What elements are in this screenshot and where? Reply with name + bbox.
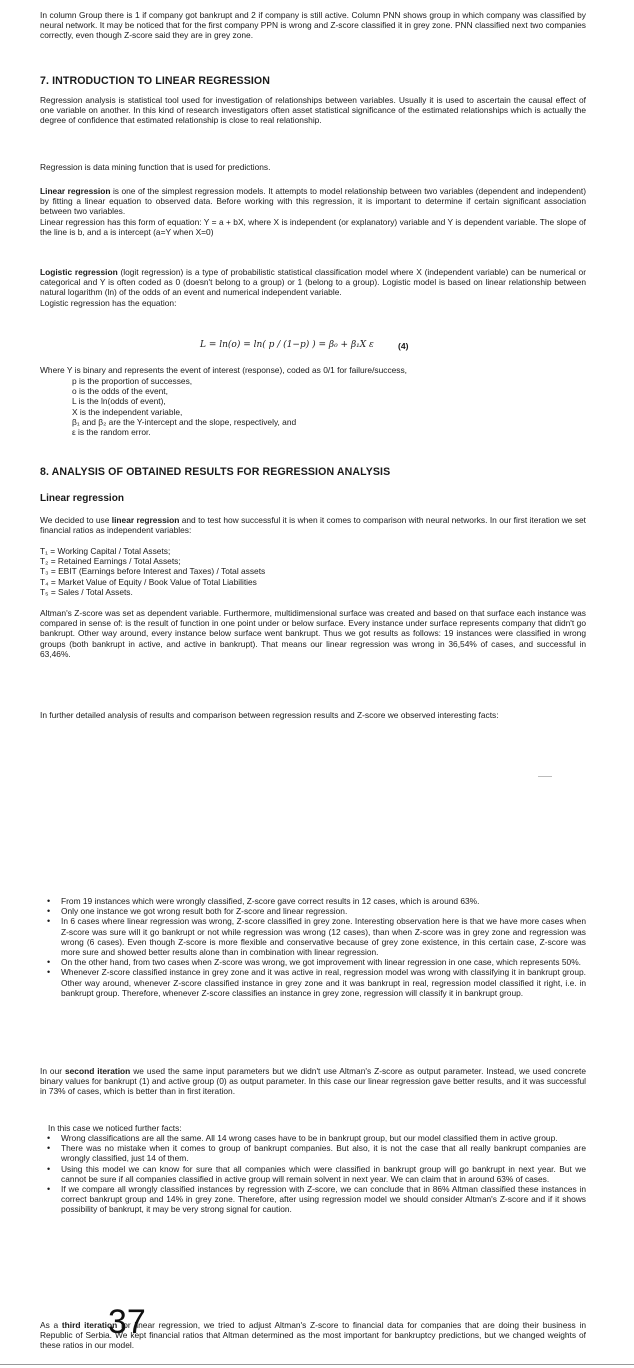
ratio-item: T₁ = Working Capital / Total Assets; xyxy=(40,546,171,556)
where-line: Where Y is binary and represents the event of interest (response), coded as 0/1 for failure/success, xyxy=(40,365,407,375)
variable-definitions xyxy=(40,376,618,437)
list-item: • Wrong classifications are all the same. All 14 wrong cases have to be in bankrupt group, but our model classified them in active group. xyxy=(61,1133,586,1143)
list-item: • Whenever Z-score classified instance in grey zone and it was active in real, regression model was wrong with classifying it in bankrupt group. Other way around, whenever Z-score classified instance in grey zone and it was bankrupt in real, regression model classified it right, i.e. in bankrupt group. Therefore, whenever Z-score classifies an instance in grey zone, regression will classify it in bankrupt group. xyxy=(61,967,586,998)
definition-item: ε is the random error. xyxy=(72,427,151,438)
ratio-item: T₄ = Market Value of Equity / Book Value of Total Liabilities xyxy=(40,576,257,587)
scan-artifact-line xyxy=(538,776,552,777)
section-7-paragraph-2: Regression is data mining function that is used for predictions. xyxy=(40,162,271,172)
logistic-regression-paragraph: Logistic regression (logit regression) is a type of probabilistic statistical classification model where X (independent variable) can be numerical or categorical and Y is often coded as 0 (doesn't belong to a group) or 1 (belong to a group). Logistic model is based on linear relationship between natural logarithm (ln) of the odds of an event and numerical independent variable. Logistic regression has the equation: xyxy=(40,267,586,308)
findings-list-2 xyxy=(40,1133,586,1215)
section-8-heading: 8. ANALYSIS OF OBTAINED RESULTS FOR REGRESSION ANALYSIS xyxy=(40,466,391,478)
list-item: • In 6 cases where linear regression was wrong, Z-score classified in grey zone. Interesting observation here is that we have more cases when Z-score was sure will it go bankrupt or not while regression was wrong (12 cases), than when Z-score was in grey zone and regression was wrong (6 cases). Even though Z-score is more flexible and conservative because of grey zone existence, in this certain case, Z-score was more sure and showed better results alone than in combination with linear regression. xyxy=(61,916,586,957)
definition-item: o is the odds of the event, xyxy=(72,386,168,397)
logit-equation: L = ln(o) = ln( p / (1−p) ) = β₀ + β₁X ε xyxy=(200,340,374,350)
list-item: • If we compare all wrongly classified instances by regression with Z-score, we can conclude that in 86% Altman classified these instances in correct bankrupt group and 14% in grey zone. Therefore, after using regression model we should consider Altman's Z-score and if it shows possibility of bankrupt, it may be very strong signal for caution. xyxy=(61,1184,586,1215)
section-8-paragraph-5: In this case we noticed further facts: xyxy=(48,1123,182,1133)
definition-item: p is the proportion of successes, xyxy=(72,376,193,386)
term-logistic-regression: Logistic regression xyxy=(40,267,118,277)
list-item: • Only one instance we got wrong result both for Z-score and linear regression. xyxy=(61,906,586,916)
definition-item: β₁ and β₂ are the Y-intercept and the slope, respectively, and xyxy=(72,416,297,427)
list-item: • From 19 instances which were wrongly classified, Z-score gave correct results in 12 cases, which is around 63%. xyxy=(61,896,586,906)
section-8-paragraph-3: In further detailed analysis of results and comparison between regression results and Z-score we observed interesting facts: xyxy=(40,710,499,720)
list-item: • Using this model we can know for sure that all companies which were classified in bankrupt group will go bankrupt in next year. But we cannot be sure if all companies classified in active group will remain solvent in next year. We can claim that in around 63% of cases. xyxy=(61,1164,586,1184)
page-bottom-rule xyxy=(0,1364,634,1365)
term-linear-regression: Linear regression xyxy=(40,186,111,196)
ratio-item: T₃ = EBIT (Earnings before Interest and Taxes) / Total assets xyxy=(40,566,266,577)
page-number: 37 xyxy=(108,1303,146,1341)
section-8-paragraph-1: We decided to use linear regression and to test how successful it is when it comes to comparison with neural networks. In our first iteration we set financial ratios as independent variables: xyxy=(40,515,587,536)
intro-paragraph: In column Group there is 1 if company got bankrupt and 2 if company is still active. Column PNN shows group in which company was classified by neural network. It may be noticed that for the first company PPN is wrong and Z-score classified it in grey zone. PNN classified next two companies correctly, even though Z-score said they are in grey zone. xyxy=(40,10,586,41)
ratio-list xyxy=(40,546,586,597)
ratio-item: T₅ = Sales / Total Assets. xyxy=(40,586,133,597)
list-item: • On the other hand, from two cases when Z-score was wrong, we got improvement with linear regression in one case, which represents 50%. xyxy=(61,957,586,967)
section-7-paragraph-1: Regression analysis is statistical tool used for investigation of relationships between variables. Usually it is used to ascertain the causal effect of one variable on another. In this kind of research investigators often asset statistical significance of the estimated relationships which is actually the degree of confidence that estimated relationship is close to real relationship. xyxy=(40,95,586,126)
section-8-subheading: Linear regression xyxy=(40,493,124,504)
ratio-item: T₂ = Retained Earnings / Total Assets; xyxy=(40,556,181,567)
linear-regression-paragraph: Linear regression is one of the simplest regression models. It attempts to model relationship between two variables (dependent and independent) by fitting a linear equation to observed data. Before working with this regression, it is important to determine if certain significant association between two variables. Linear regression has this form of equation: Y = a + bX, where X is independent (or explanatory) variable and Y is dependent variable. The slope of the line is b, and a is intercept (a=Y when X=0) xyxy=(40,186,586,237)
definition-item: L is the ln(odds of event), xyxy=(72,396,166,407)
section-8-paragraph-6: As a third iteration for linear regression, we tried to adjust Altman's Z-score to financial data for companies that are doing their business in Republic of Serbia. We kept financial ratios that Altman determined as the most important for bankruptcy predictions, but we changed weights of these ratios in our model. xyxy=(40,1320,586,1351)
linear-equation-line: Linear regression has this form of equation: Y = a + bX, where X is independent (or explanatory) variable and Y is dependent variable. The slope of the line is b, and a is intercept (a=Y when X=0) xyxy=(40,216,586,237)
equation-number: (4) xyxy=(398,341,409,351)
section-8-paragraph-4: In our second iteration we used the same input parameters but we didn't use Altman's Z-score as output parameter. Instead, we used concrete binary values for bankrupt (1) and active group (0) as output parameter. In this case our linear regression gave better results, and it was successful in 73% of cases, which is better than in first iteration. xyxy=(40,1066,587,1097)
list-item: • There was no mistake when it comes to group of bankrupt companies. But also, it is not the case that all really bankrupt companies are wrongly classified, just 14 of them. xyxy=(61,1143,586,1163)
section-7-heading: 7. INTRODUCTION TO LINEAR REGRESSION xyxy=(40,75,271,87)
section-8-paragraph-2: Altman's Z-score was set as dependent variable. Furthermore, multidimensional surface was created and based on that surface each instance was compared in sense of: is the result of function in one point under or below surface. Every instance under surface represents company that didn't go bankrupt. Other way around, every instance below surface went bankrupt. Thus we got results as follows: 19 instances were classified in wrong groups (both bankrupt in active, and active in bankrupt). That means our linear regression was wrong in 36,54% of cases, and successful in 63,46%. xyxy=(40,608,586,659)
findings-list-1 xyxy=(40,896,586,998)
definition-item: X is the independent variable, xyxy=(72,406,183,417)
